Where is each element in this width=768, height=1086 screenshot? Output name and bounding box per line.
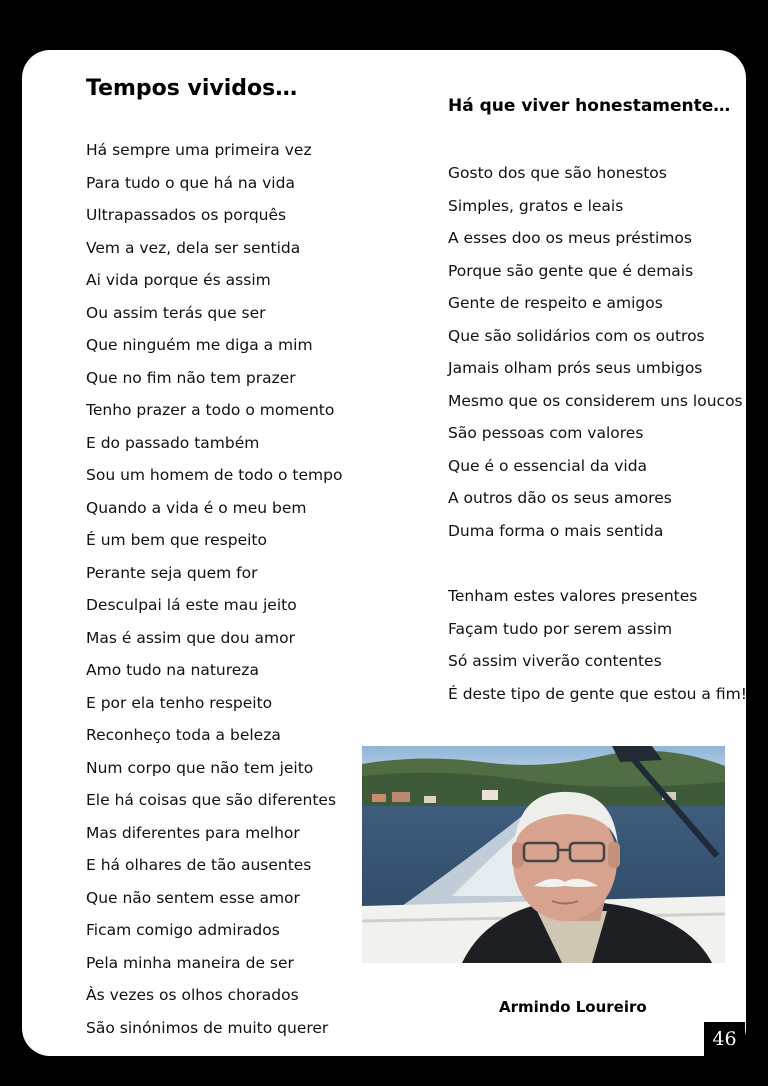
poem-line: Às vezes os olhos chorados <box>86 986 299 1004</box>
poem-line: Ultrapassados os porquês <box>86 206 287 224</box>
author-photo <box>362 746 725 963</box>
poem-line: Quando a vida é o meu bem <box>86 498 307 517</box>
poem-line: É deste tipo de gente que estou a fim! <box>448 684 747 703</box>
poem-line: Desculpai lá este mau jeito <box>86 596 297 614</box>
poem-line: Ficam comigo admirados <box>86 921 280 939</box>
right-poem-stanza-1 <box>448 157 743 547</box>
poem-line: Sou um homem de todo o tempo <box>86 466 343 484</box>
poem-line: São pessoas com valores <box>448 424 644 442</box>
poem-line: E por ela tenho respeito <box>86 693 273 712</box>
poem-line: Que são solidários com os outros <box>448 326 705 345</box>
poem-line: Gente de respeito e amigos <box>448 294 663 312</box>
poem-line: Tenham estes valores presentes <box>448 587 698 605</box>
left-poem-title: Tempos vividos… <box>86 76 298 101</box>
poem-line: São sinónimos de muito querer <box>86 1018 329 1037</box>
poem-line: E do passado também <box>86 433 260 452</box>
poem-line: Vem a vez, dela ser sentida <box>86 238 301 257</box>
poem-line: Simples, gratos e leais <box>448 196 624 215</box>
poem-line: Amo tudo na natureza <box>86 661 259 679</box>
poem-line: Ele há coisas que são diferentes <box>86 791 337 809</box>
poem-line: Que no fim não tem prazer <box>86 368 296 387</box>
poem-line: Reconheço toda a beleza <box>86 726 281 744</box>
poem-line: Num corpo que não tem jeito <box>86 758 314 777</box>
left-poem-lines <box>86 134 342 1044</box>
author-photo-illustration <box>362 746 725 963</box>
author-name: Armindo Loureiro <box>499 998 647 1016</box>
poem-line: Façam tudo por serem assim <box>448 619 673 638</box>
poem-line: Gosto dos que são honestos <box>448 164 667 182</box>
poem-line: E há olhares de tão ausentes <box>86 856 312 874</box>
poem-line: Pela minha maneira de ser <box>86 953 294 972</box>
poem-line: Porque são gente que é demais <box>448 261 694 280</box>
poem-line: Para tudo o que há na vida <box>86 173 295 192</box>
poem-line: Ai vida porque és assim <box>86 271 271 289</box>
poem-line: Tenho prazer a todo o momento <box>86 401 335 419</box>
poem-line: Mesmo que os considerem uns loucos <box>448 391 743 410</box>
poem-line: Só assim viverão contentes <box>448 652 662 670</box>
poem-line: É um bem que respeito <box>86 531 267 549</box>
poem-line: A outros dão os seus amores <box>448 489 672 507</box>
poem-line: Perante seja quem for <box>86 563 258 582</box>
page-number: 46 <box>704 1022 745 1056</box>
poem-line: Que ninguém me diga a mim <box>86 336 313 354</box>
poem-line: Há sempre uma primeira vez <box>86 141 312 159</box>
poem-line: Ou assim terás que ser <box>86 303 266 322</box>
right-poem-title: Há que viver honestamente… <box>448 96 731 116</box>
poem-line: Que é o essencial da vida <box>448 456 648 475</box>
right-poem-stanza-2 <box>448 580 747 710</box>
poem-line: Jamais olham prós seus umbigos <box>448 359 703 377</box>
poem-line: Que não sentem esse amor <box>86 888 300 907</box>
poem-line: Duma forma o mais sentida <box>448 521 664 540</box>
poem-line: Mas é assim que dou amor <box>86 628 295 647</box>
poem-line: Mas diferentes para melhor <box>86 823 300 842</box>
poem-line: A esses doo os meus préstimos <box>448 229 692 247</box>
